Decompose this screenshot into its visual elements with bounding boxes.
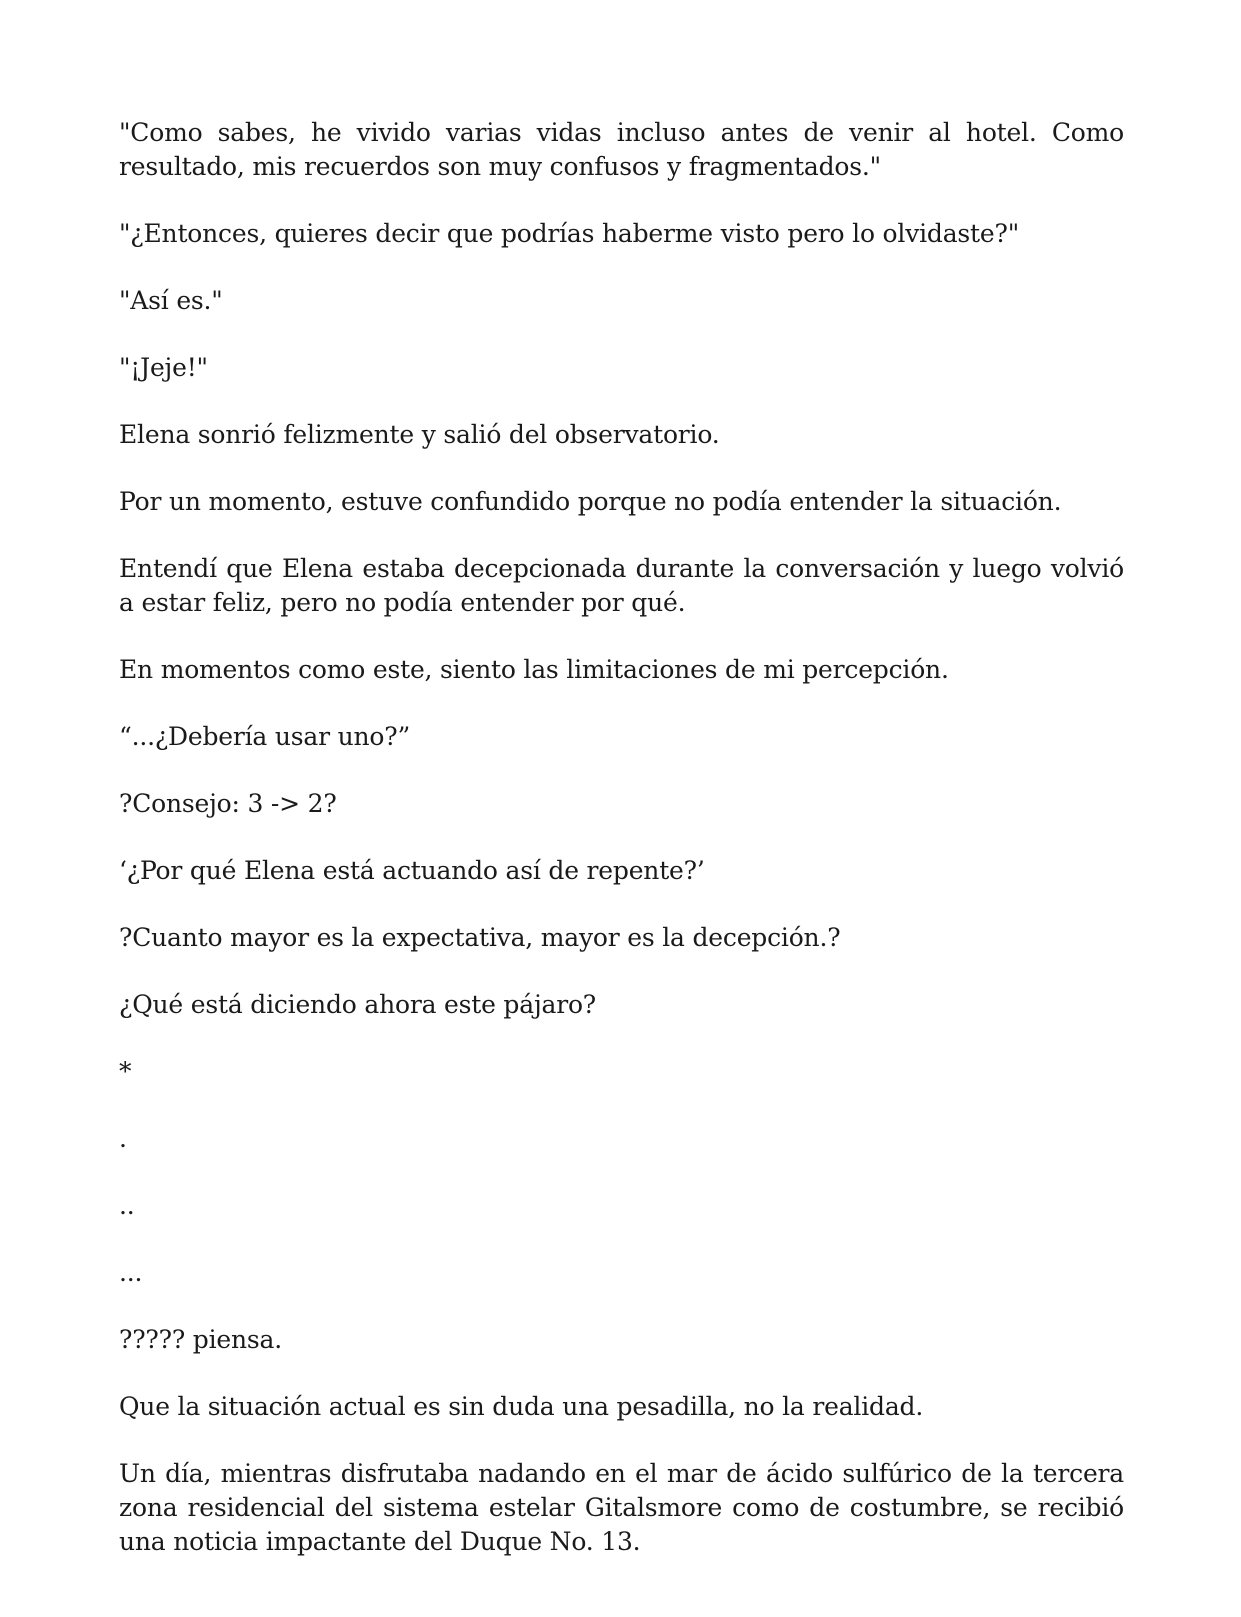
ellipsis-two-dots: .. <box>119 1191 135 1220</box>
paragraph-19: Que la situación actual es sin duda una pesadilla, no la realidad. <box>119 1392 924 1421</box>
paragraph-7: Entendí que Elena estaba decepcionada durante la conversación y luego volvió a estar feliz, pero no podía entender por qué. <box>119 554 1124 617</box>
paragraph-12: ?Cuanto mayor es la expectativa, mayor es la decepción.? <box>119 923 841 952</box>
paragraph-9: “...¿Debería usar uno?” <box>119 722 411 751</box>
paragraph-4: "¡Jeje!" <box>119 353 208 382</box>
document-page <box>119 116 1124 1592</box>
paragraph-11: ‘¿Por qué Elena está actuando así de repente?’ <box>119 856 705 885</box>
paragraph-5: Elena sonrió felizmente y salió del observatorio. <box>119 420 720 449</box>
paragraph-18: ????? piensa. <box>119 1325 282 1354</box>
paragraph-20: Un día, mientras disfrutaba nadando en el mar de ácido sulfúrico de la tercera zona residencial del sistema estelar Gitalsmore como de costumbre, se recibió una noticia impactante del Duque No. 13. <box>119 1459 1124 1556</box>
paragraph-1: "Como sabes, he vivido varias vidas incluso antes de venir al hotel. Como resultado, mis recuerdos son muy confusos y fragmentados." <box>119 118 1124 181</box>
paragraph-10: ?Consejo: 3 -> 2? <box>119 789 337 818</box>
scene-break-asterisk: * <box>119 1057 132 1086</box>
ellipsis-three-dots: ... <box>119 1258 143 1287</box>
paragraph-8: En momentos como este, siento las limitaciones de mi percepción. <box>119 655 949 684</box>
paragraph-2: "¿Entonces, quieres decir que podrías haberme visto pero lo olvidaste?" <box>119 219 1019 248</box>
ellipsis-one-dot: . <box>119 1124 127 1153</box>
paragraph-13: ¿Qué está diciendo ahora este pájaro? <box>119 990 596 1019</box>
paragraph-3: "Así es." <box>119 286 223 315</box>
paragraph-6: Por un momento, estuve confundido porque no podía entender la situación. <box>119 487 1062 516</box>
